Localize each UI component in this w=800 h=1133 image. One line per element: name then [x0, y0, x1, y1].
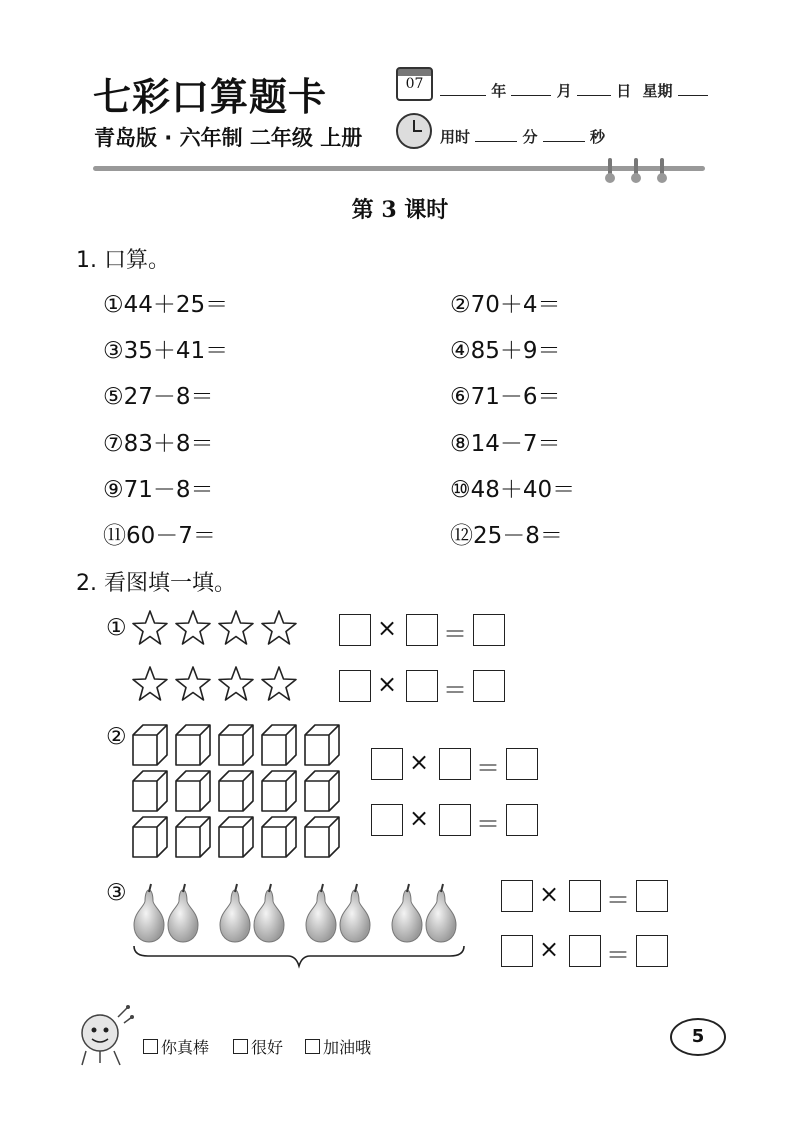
- answer-box[interactable]: [506, 748, 538, 780]
- star-icon: [219, 611, 253, 644]
- answer-box[interactable]: [339, 614, 371, 646]
- brace-icon: [134, 946, 464, 966]
- answer-box[interactable]: [339, 670, 371, 702]
- sub-question-2-label: ②: [106, 724, 127, 750]
- rating-label: 很好: [251, 1038, 284, 1057]
- calc-item-2: ②70＋4＝: [450, 292, 561, 318]
- answer-box[interactable]: [473, 670, 505, 702]
- times-sign: ×: [539, 935, 560, 963]
- calc-item-12: ⑫25－8＝: [450, 523, 563, 549]
- cube-icon: [219, 725, 253, 765]
- cube-icon: [305, 725, 339, 765]
- second-label: 秒: [589, 128, 605, 146]
- calc-item-1: ①44＋25＝: [103, 292, 229, 318]
- times-sign: ×: [377, 614, 398, 642]
- pear-icon: [254, 884, 284, 942]
- calc-item-8: ⑧14－7＝: [450, 431, 561, 457]
- answer-box[interactable]: [473, 614, 505, 646]
- equals-sign: ＝: [443, 676, 467, 704]
- day-label: 日: [616, 82, 632, 100]
- pear-icon: [134, 884, 164, 942]
- answer-box[interactable]: [406, 614, 438, 646]
- calendar-icon: [396, 67, 433, 101]
- equals-sign: ＝: [606, 886, 630, 914]
- cube-icon: [262, 771, 296, 811]
- cube-icon: [305, 817, 339, 857]
- month-label: 月: [556, 82, 572, 100]
- star-icon: [219, 667, 253, 700]
- times-sign: ×: [539, 880, 560, 908]
- checkbox-icon[interactable]: [143, 1039, 158, 1054]
- binder-pin-icon: [634, 158, 638, 180]
- sub-question-3-label: ③: [106, 880, 127, 906]
- minute-label: 分: [522, 128, 538, 146]
- calendar-day: 07: [405, 76, 424, 92]
- equals-sign: ＝: [476, 754, 500, 782]
- time-line: [440, 126, 605, 147]
- pear-icon: [168, 884, 198, 942]
- cube-icon: [176, 817, 210, 857]
- answer-box[interactable]: [569, 935, 601, 967]
- year-label: 年: [491, 82, 507, 100]
- pear-icon: [306, 884, 336, 942]
- rating-option-good[interactable]: [233, 1035, 283, 1058]
- rating-option-keep-going[interactable]: [305, 1035, 371, 1058]
- calc-item-4: ④85＋9＝: [450, 338, 561, 364]
- star-icon: [262, 611, 296, 644]
- calc-item-7: ⑦83＋8＝: [103, 431, 214, 457]
- cube-icon: [219, 817, 253, 857]
- cube-icon: [133, 817, 167, 857]
- lesson-title: 第 3 课时: [351, 197, 449, 223]
- date-line: [440, 80, 708, 101]
- cube-icon: [176, 771, 210, 811]
- calc-item-5: ⑤27－8＝: [103, 384, 214, 410]
- clock-icon: [396, 113, 432, 149]
- answer-box[interactable]: [439, 804, 471, 836]
- pear-icon: [426, 884, 456, 942]
- answer-box[interactable]: [636, 880, 668, 912]
- calc-item-11: ⑪60－7＝: [103, 523, 216, 549]
- cube-icon: [133, 771, 167, 811]
- stars-figure: [130, 608, 315, 708]
- answer-box[interactable]: [406, 670, 438, 702]
- pear-icon: [392, 884, 422, 942]
- sub-question-1-label: ①: [106, 615, 127, 641]
- times-sign: ×: [377, 670, 398, 698]
- brand-title: 七彩口算题卡: [93, 74, 328, 119]
- answer-box[interactable]: [439, 748, 471, 780]
- equals-sign: ＝: [443, 620, 467, 648]
- binder-pin-icon: [660, 158, 664, 180]
- calc-item-10: ⑩48＋40＝: [450, 477, 576, 503]
- cubes-figure: [130, 722, 345, 862]
- question-1-title: 1. 口算。: [76, 248, 170, 273]
- time-label: 用时: [440, 128, 471, 146]
- cube-icon: [305, 771, 339, 811]
- star-icon: [176, 611, 210, 644]
- rating-label: 你真棒: [161, 1038, 210, 1057]
- star-icon: [133, 611, 167, 644]
- cube-icon: [219, 771, 253, 811]
- pear-icon: [340, 884, 370, 942]
- cube-icon: [262, 817, 296, 857]
- header-rule: [93, 166, 705, 171]
- answer-box[interactable]: [371, 748, 403, 780]
- weekday-label: 星期: [642, 82, 673, 100]
- checkbox-icon[interactable]: [305, 1039, 320, 1054]
- pears-figure: [128, 882, 476, 972]
- answer-box[interactable]: [501, 880, 533, 912]
- rating-option-great[interactable]: [143, 1035, 209, 1058]
- calc-item-3: ③35＋41＝: [103, 338, 229, 364]
- cube-icon: [176, 725, 210, 765]
- calc-item-6: ⑥71－6＝: [450, 384, 561, 410]
- answer-box[interactable]: [569, 880, 601, 912]
- page-number: 5: [670, 1018, 726, 1056]
- checkbox-icon[interactable]: [233, 1039, 248, 1054]
- mascot-icon: [70, 1003, 136, 1069]
- rating-label: 加油哦: [323, 1038, 372, 1057]
- times-sign: ×: [409, 804, 430, 832]
- star-icon: [176, 667, 210, 700]
- edition-label: 青岛版 · 六年制 二年级 上册: [94, 126, 363, 150]
- pear-icon: [220, 884, 250, 942]
- cube-icon: [133, 725, 167, 765]
- answer-box[interactable]: [636, 935, 668, 967]
- binder-pin-icon: [608, 158, 612, 180]
- answer-box[interactable]: [506, 804, 538, 836]
- calc-item-9: ⑨71－8＝: [103, 477, 214, 503]
- answer-box[interactable]: [501, 935, 533, 967]
- cube-icon: [262, 725, 296, 765]
- answer-box[interactable]: [371, 804, 403, 836]
- star-icon: [262, 667, 296, 700]
- equals-sign: ＝: [476, 810, 500, 838]
- question-2-title: 2. 看图填一填。: [76, 571, 236, 596]
- equals-sign: ＝: [606, 941, 630, 969]
- times-sign: ×: [409, 748, 430, 776]
- star-icon: [133, 667, 167, 700]
